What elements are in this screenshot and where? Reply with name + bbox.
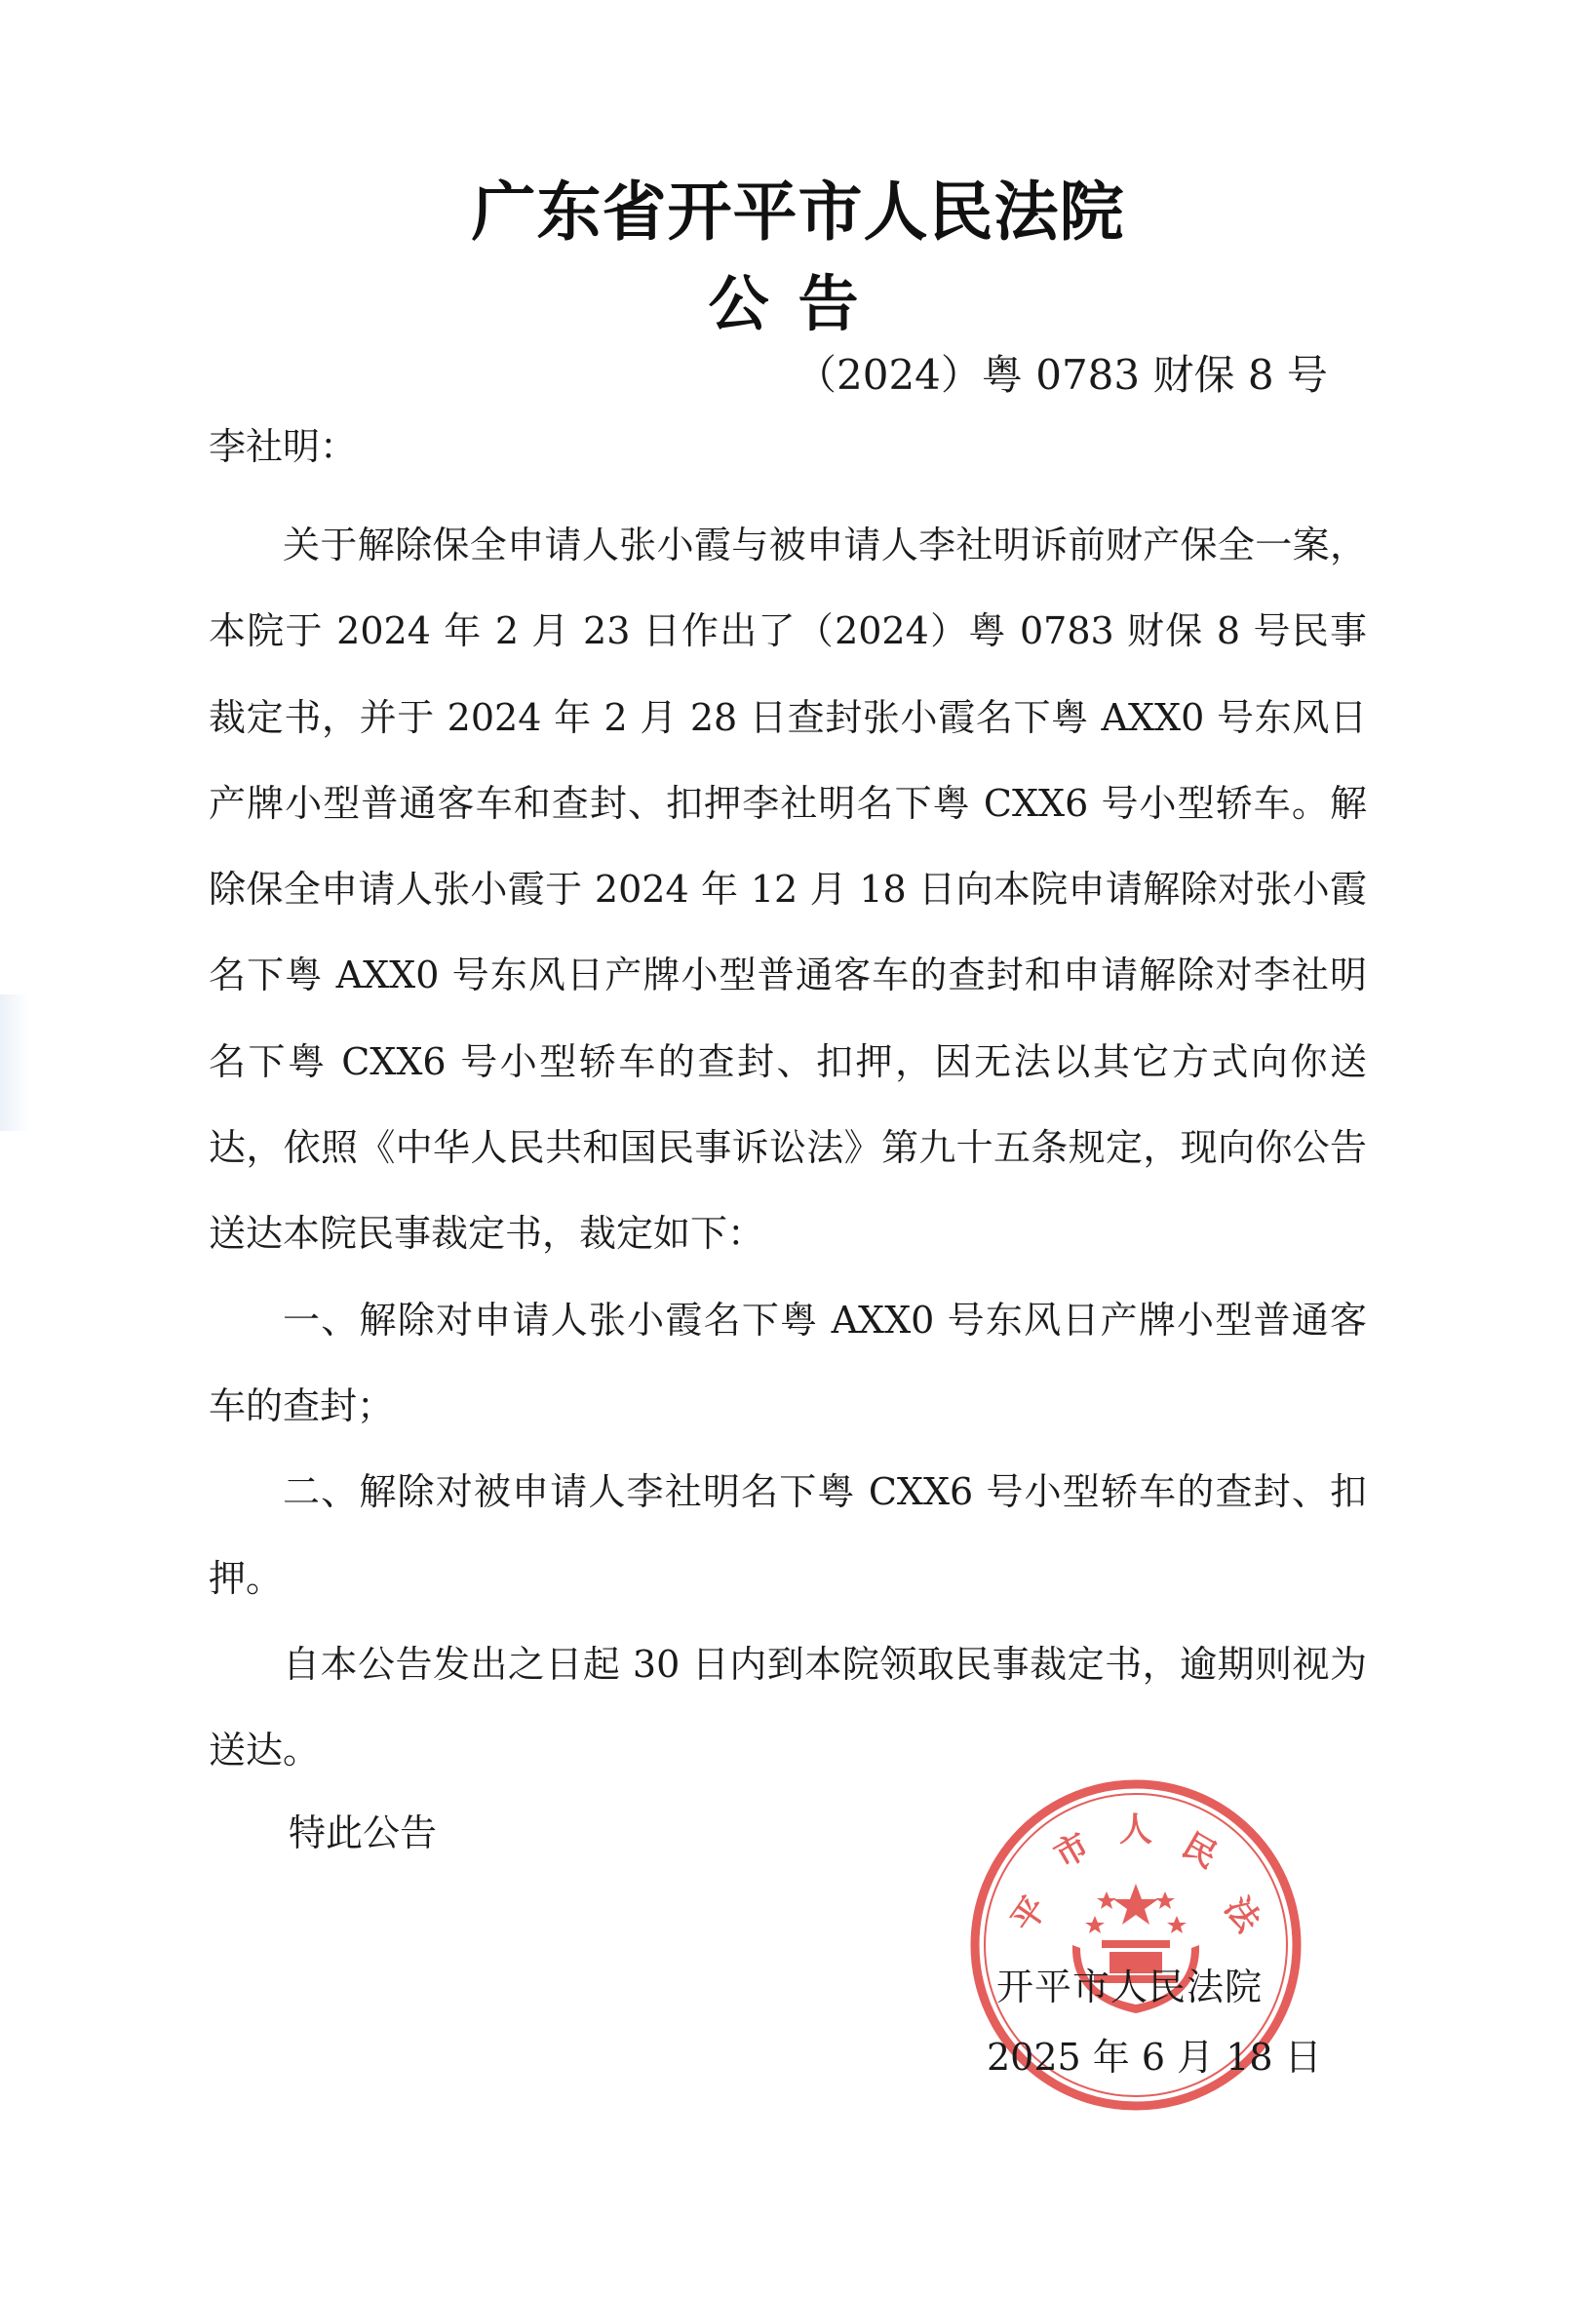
scan-shadow: [0, 994, 29, 1131]
addressee: 李社明：: [209, 425, 358, 468]
paragraph-deadline: 自本公告发出之日起 30 日内到本院领取民事裁定书，逾期则视为送达。: [209, 1642, 1367, 1772]
paragraph-ruling-1: 一、解除对申请人张小霞名下粤 AXX0 号东风日产牌小型普通客车的查封；: [209, 1298, 1367, 1427]
svg-text:平: 平: [1003, 1889, 1056, 1940]
case-number: （2024）粤 0783 财保 8 号: [796, 351, 1328, 399]
svg-text:法: 法: [1216, 1889, 1268, 1940]
signature-date: 2025 年 6 月 18 日: [987, 2036, 1322, 2079]
notice-body: [209, 502, 1367, 1793]
paragraph-ruling-2: 二、解除对被申请人李社明名下粤 CXX6 号小型轿车的查封、扣押。: [209, 1470, 1367, 1600]
svg-text:人: 人: [1119, 1811, 1152, 1850]
svg-text:市: 市: [1047, 1825, 1097, 1877]
notice-title: 公告: [708, 268, 888, 339]
court-title: 广东省开平市人民法院: [471, 175, 1125, 250]
paragraph-main: 关于解除保全申请人张小霞与被申请人李社明诉前财产保全一案，本院于 2024 年 2 月 23 日作出了（2024）粤 0783 财保 8 号民事裁定书，并于 2024 年 2 月 28 日查封张小霞名下粤 AXX0 号东风日产牌小型普通客车和查封、扣押李社明名下粤 CXX6 号小型轿车。解除保全申请人张小霞于 2024 年 12 月 18 日向本院申请解除对张小霞名下粤 AXX0 号东风日产牌小型普通客车的查封和申请解除对李社明名下粤 CXX6 号小型轿车的查封、扣押，因无法以其它方式向你送达，依照《中华人民共和国民事诉讼法》第九十五条规定，现向你公告送达本院民事裁定书，裁定如下：: [209, 524, 1367, 1256]
closing-phrase: 特此公告: [289, 1811, 438, 1854]
svg-text:民: 民: [1175, 1825, 1225, 1877]
signature-court: 开平市人民法院: [996, 1966, 1264, 2008]
